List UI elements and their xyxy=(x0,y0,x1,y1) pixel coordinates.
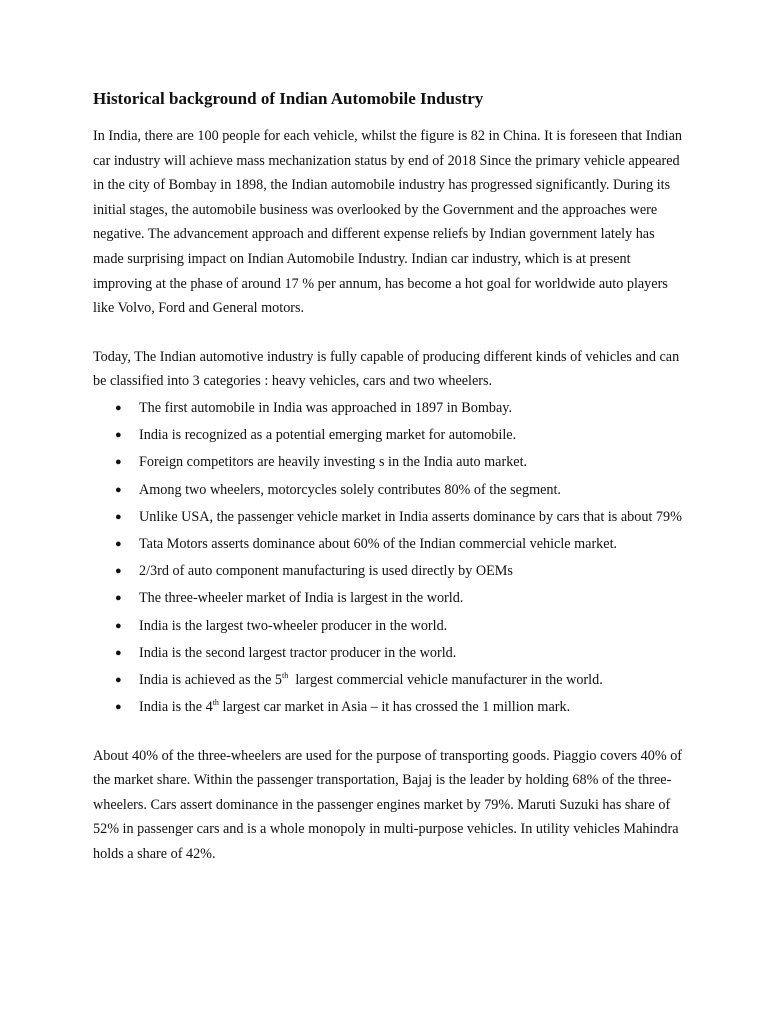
list-item xyxy=(93,668,683,692)
list-item xyxy=(93,505,683,529)
facts-list xyxy=(93,396,683,720)
bullet-icon: ● xyxy=(115,565,122,578)
list-item-text-part: India is achieved as the 5 xyxy=(139,671,283,688)
ordinal-suffix: th xyxy=(212,698,219,708)
list-item xyxy=(93,450,683,474)
bullet-icon: ● xyxy=(115,646,122,659)
bullet-icon: ● xyxy=(115,483,122,496)
list-item-text: India is the second largest tractor producer in the world. xyxy=(139,644,457,661)
bullet-icon: ● xyxy=(115,537,122,550)
document-page xyxy=(93,88,683,867)
list-item xyxy=(93,559,683,583)
list-item xyxy=(93,641,683,665)
list-item-text: India is recognized as a potential emerging market for automobile. xyxy=(139,427,517,444)
list-item-text: India is the largest two-wheeler producer in the world. xyxy=(139,617,448,634)
bullet-icon: ● xyxy=(115,401,122,414)
list-item xyxy=(93,614,683,638)
ordinal-suffix: th xyxy=(282,670,289,680)
list-item xyxy=(93,695,683,719)
list-item xyxy=(93,532,683,556)
list-item-text xyxy=(139,699,570,715)
list-item xyxy=(93,423,683,447)
bullet-icon: ● xyxy=(115,619,122,632)
list-item-text: Unlike USA, the passenger vehicle market in India asserts dominance by cars that is about 79% xyxy=(139,508,682,525)
list-item-text: 2/3rd of auto component manufacturing is used directly by OEMs xyxy=(139,563,513,580)
list-item xyxy=(93,396,683,420)
list-item-text xyxy=(139,672,603,688)
bullet-icon: ● xyxy=(115,701,122,714)
paragraph-intro: In India, there are 100 people for each vehicle, whilst the figure is 82 in China. It is foreseen that Indian car industry will achieve mass mechanization status by end of 2018 Since the primary vehicle appeared in the city of Bombay in 1898, the Indian automobile industry has progressed significantly. During its initial stages, the automobile business was overlooked by the Government and the approaches were negative. The advancement approach and different expense reliefs by Indian government lately has made surprising impact on Indian Automobile Industry. Indian car industry, which is at present improving at the phase of around 17 % per annum, has become a hot goal for worldwide auto players like Volvo, Ford and General motors. xyxy=(93,128,682,317)
list-item-text: The first automobile in India was approached in 1897 in Bombay. xyxy=(139,399,512,416)
list-item-text-part: largest car market in Asia – it has crossed the 1 million mark. xyxy=(218,699,571,716)
list-item-text: The three-wheeler market of India is largest in the world. xyxy=(139,590,464,607)
list-item-text-part: India is the 4 xyxy=(139,699,213,716)
bullet-icon: ● xyxy=(115,510,122,523)
list-item-text: Tata Motors asserts dominance about 60% of the Indian commercial vehicle market. xyxy=(139,535,618,552)
list-item-text: Foreign competitors are heavily investing s in the India auto market. xyxy=(139,454,528,471)
paragraph-market-share: About 40% of the three-wheelers are used for the purpose of transporting goods. Piaggio covers 40% of the market share. Within the passenger transportation, Bajaj is the leader by holding 68% of the three-wheelers. Cars assert dominance in the passenger engines market by 79%. Maruti Suzuki has share of 52% in passenger cars and is a whole monopoly in multi-purpose vehicles. In utility vehicles Mahindra holds a share of 42%. xyxy=(93,747,683,862)
bullet-icon: ● xyxy=(115,429,122,442)
bullet-icon: ● xyxy=(115,673,122,686)
bullet-icon: ● xyxy=(115,456,122,469)
list-item-text: Among two wheelers, motorcycles solely contributes 80% of the segment. xyxy=(139,481,561,498)
paragraph-today: Today, The Indian automotive industry is fully capable of producing different kinds of vehicles and can be classified into 3 categories : heavy vehicles, cars and two wheelers. xyxy=(93,348,680,390)
bullet-icon: ● xyxy=(115,592,122,605)
document-title: Historical background of Indian Automobile Industry xyxy=(93,89,484,108)
list-item xyxy=(93,478,683,502)
list-item xyxy=(93,586,683,610)
list-item-text-part: largest commercial vehicle manufacturer in the world. xyxy=(288,671,603,688)
